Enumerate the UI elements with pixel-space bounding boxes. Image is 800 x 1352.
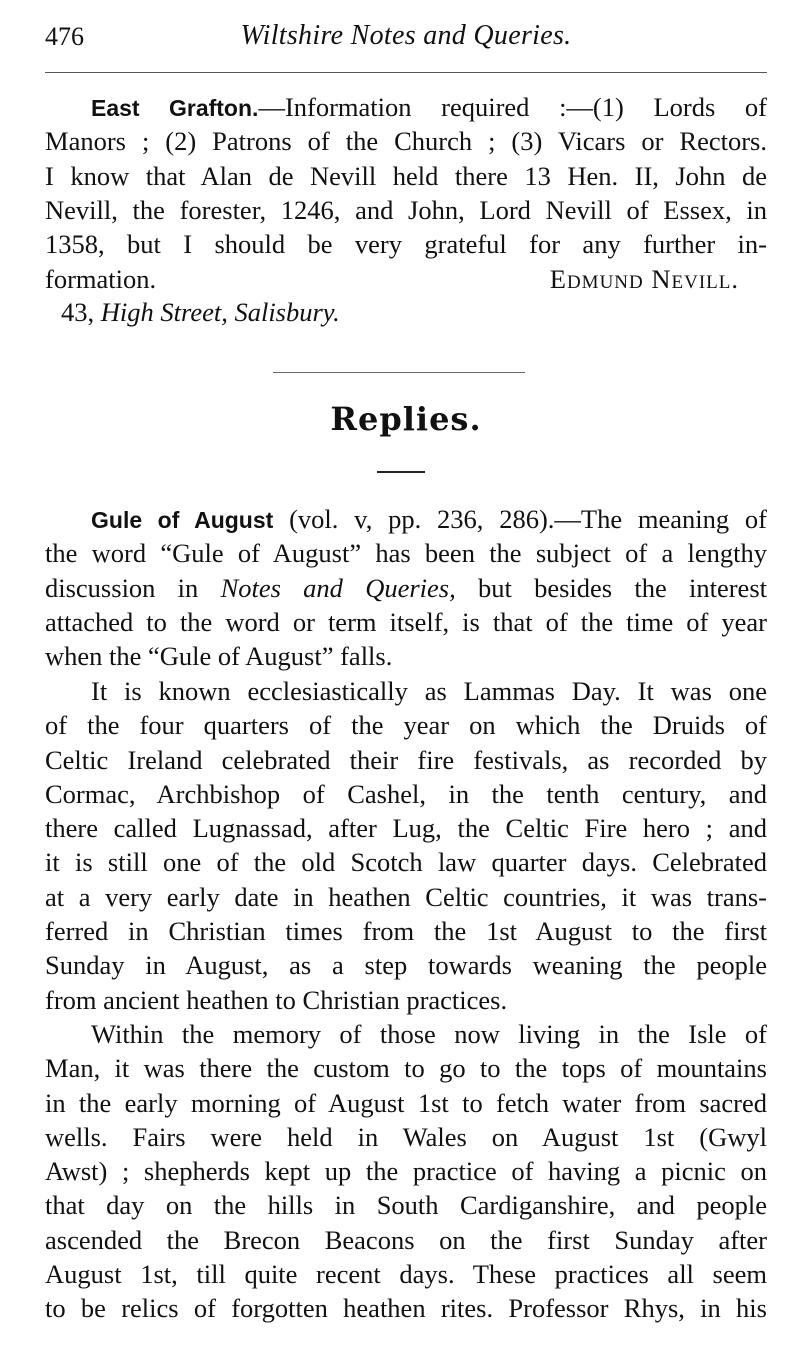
reply-heading: Gule of August bbox=[91, 507, 274, 533]
reply-line: that day on the hills in South Cardiganshire, and people bbox=[45, 1190, 767, 1221]
reply-line: wells. Fairs were held in Wales on August 1st (Gwyl bbox=[45, 1121, 767, 1152]
reply-line: at a very early date in heathen Celtic countries, it was trans- bbox=[45, 881, 767, 912]
reply-line: to be relics of forgotten heathen rites. Professor Rhys, in his bbox=[45, 1293, 767, 1324]
query-line: Nevill, the forester, 1246, and John, Lord Nevill of Essex, in bbox=[45, 194, 767, 225]
reply-line: Man, it was there the custom to go to the tops of mountains bbox=[45, 1053, 767, 1084]
address bbox=[61, 297, 340, 328]
reply-line: from ancient heathen to Christian practices. bbox=[45, 984, 508, 1015]
address-number: 43, bbox=[61, 297, 95, 327]
section-divider bbox=[273, 372, 525, 373]
reply-line-text: discussion in bbox=[45, 572, 221, 603]
title-underline bbox=[377, 471, 425, 473]
reply-line-text: but besides the interest bbox=[455, 572, 767, 603]
reply-paragraph-1 bbox=[45, 502, 767, 673]
reply-line: Awst) ; shepherds kept up the practice of having a picnic on bbox=[45, 1156, 767, 1187]
reply-paragraph-3 bbox=[45, 1017, 767, 1326]
query-last-line: formation. bbox=[45, 264, 157, 294]
reply-line: there called Lugnassad, after Lug, the Celtic Fire hero ; and bbox=[45, 813, 767, 844]
query-line: I know that Alan de Nevill held there 13 Hen. II, John de bbox=[45, 160, 767, 191]
reply-line: Within the memory of those now living in the Isle of bbox=[91, 1019, 767, 1049]
running-title: Wiltshire Notes and Queries. bbox=[240, 20, 572, 51]
reply-line-text: (vol. v, pp. 236, 286).—The meaning of bbox=[273, 504, 767, 534]
reply-line: August 1st, till quite recent days. These practices all seem bbox=[45, 1259, 767, 1290]
reply-line: Celtic Ireland celebrated their fire festivals, as recorded by bbox=[45, 744, 767, 775]
reply-line: Sunday in August, as a step towards weaning the people bbox=[45, 950, 767, 981]
header-rule bbox=[45, 72, 767, 73]
reply-line: attached to the word or term itself, is that of the time of year bbox=[45, 606, 767, 637]
query-line bbox=[45, 90, 767, 124]
reply-line: when the “Gule of August” falls. bbox=[45, 641, 393, 672]
reply-line: Cormac, Archbishop of Cashel, in the tenth century, and bbox=[45, 778, 767, 809]
reply-line bbox=[45, 571, 767, 605]
query-line: Manors ; (2) Patrons of the Church ; (3) Vicars or Rectors. bbox=[45, 126, 767, 157]
query-line: 1358, but I should be very grateful for any further in- bbox=[45, 229, 767, 260]
reply-line: It is known ecclesiastically as Lammas Day. It was one bbox=[91, 676, 767, 706]
query-line-text: —Information required :—(1) Lords of bbox=[258, 92, 767, 122]
reply-line: the word “Gule of August” has been the subject of a lengthy bbox=[45, 538, 767, 569]
running-head bbox=[45, 16, 767, 56]
journal-title: Notes and Queries, bbox=[220, 572, 456, 603]
reply-line: ferred in Christian times from the 1st August to the first bbox=[45, 916, 767, 947]
query-heading: East Grafton. bbox=[91, 95, 259, 121]
reply-line: of the four quarters of the year on which the Druids of bbox=[45, 710, 767, 741]
query-paragraph bbox=[45, 90, 767, 261]
section-title: Replies. bbox=[330, 400, 482, 438]
reply-line bbox=[45, 502, 767, 536]
address-place: High Street, Salisbury. bbox=[100, 297, 340, 327]
signature: Edmund Nevill. bbox=[549, 264, 739, 294]
reply-paragraph-2 bbox=[45, 674, 767, 1017]
page-number: 476 bbox=[45, 22, 84, 51]
reply-line: ascended the Brecon Beacons on the first Sunday after bbox=[45, 1224, 767, 1255]
reply-line: in the early morning of August 1st to fetch water from sacred bbox=[45, 1087, 767, 1118]
reply-line: it is still one of the old Scotch law quarter days. Celebrated bbox=[45, 847, 767, 878]
